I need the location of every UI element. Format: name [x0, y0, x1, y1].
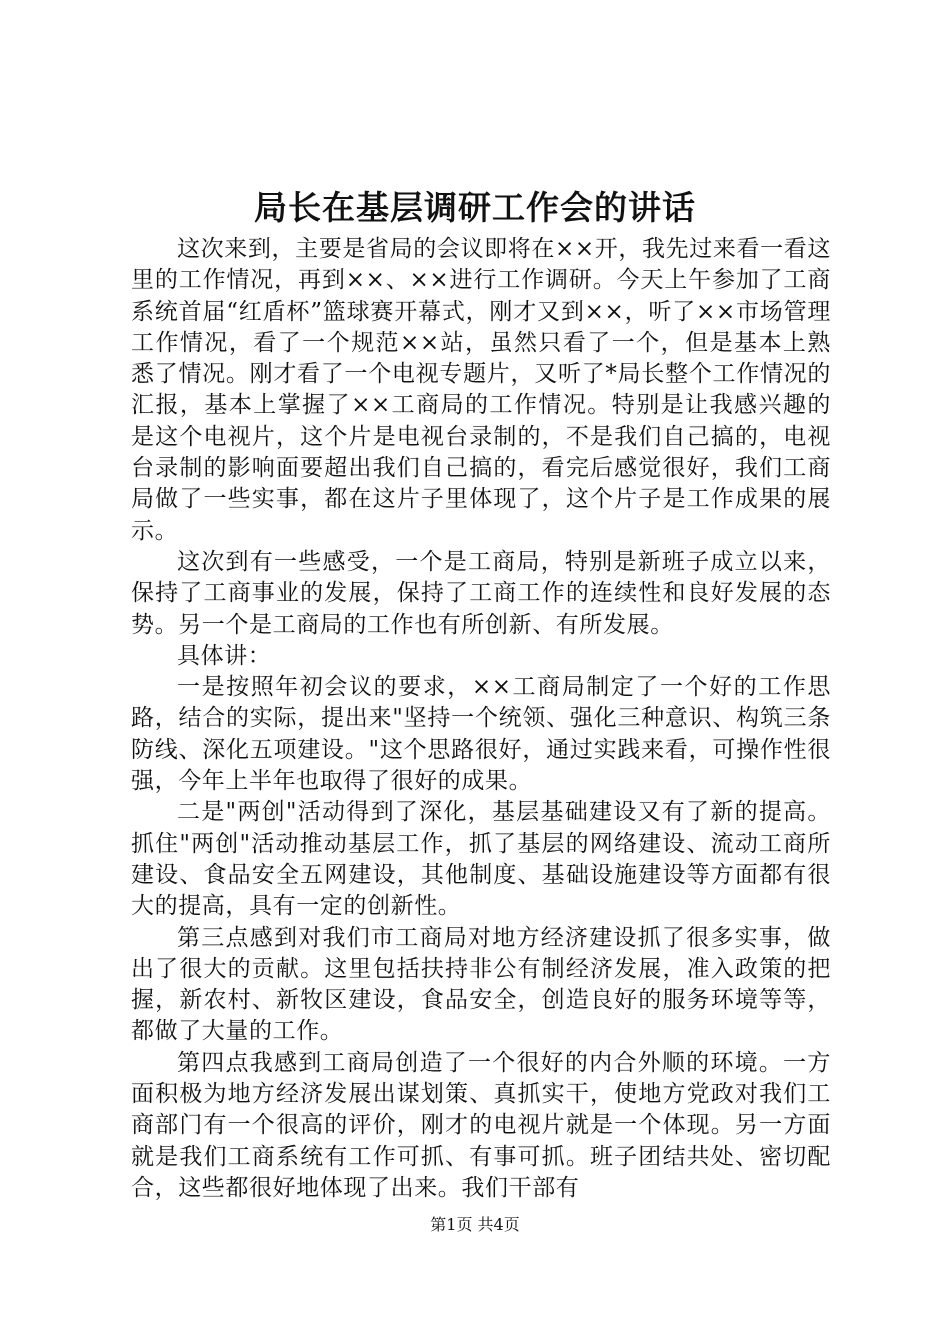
- paragraph-7: 第四点我感到工商局创造了一个很好的内合外顺的环境。一方面积极为地方经济发展出谋划策、真抓实干，使地方党政对我们工商部门有一个很高的评价，刚才的电视片就是一个体现。另一方面就是我们工商系统有工作可抓、有事可抓。班子团结共处、密切配合，这些都很好地体现了出来。我们干部有: [131, 1049, 831, 1201]
- document-body: [131, 234, 831, 1204]
- page-number-footer: 第1页 共4页: [430, 1215, 520, 1234]
- document-title: 局长在基层调研工作会的讲话: [254, 188, 696, 227]
- paragraph-2: 这次到有一些感受，一个是工商局，特别是新班子成立以来，保持了工商事业的发展，保持了工商工作的连续性和良好发展的态势。另一个是工商局的工作也有所创新、有所发展。: [131, 548, 831, 638]
- paragraph-1: 这次来到，主要是省局的会议即将在××开，我先过来看一看这里的工作情况，再到××、××进行工作调研。今天上午参加了工商系统首届“红盾杯”篮球赛开幕式，刚才又到××，听了××市场管理工作情况，看了一个规范××站，虽然只看了一个，但是基本上熟悉了情况。刚才看了一个电视专题片，又听了*局长整个工作情况的汇报，基本上掌握了××工商局的工作情况。特别是让我感兴趣的是这个电视片，这个片是电视台录制的，不是我们自己搞的，电视台录制的影响面要超出我们自己搞的，看完后感觉很好，我们工商局做了一些实事，都在这片子里体现了，这个片子是工作成果的展示。: [131, 236, 831, 544]
- paragraph-4: 一是按照年初会议的要求，××工商局制定了一个好的工作思路，结合的实际，提出来"坚持一个统领、强化三种意识、构筑三条防线、深化五项建设。"这个思路很好，通过实践来看，可操作性很强，今年上半年也取得了很好的成果。: [131, 674, 831, 795]
- paragraph-3: 具体讲：: [177, 642, 272, 669]
- paragraph-5: 二是"两创"活动得到了深化，基层基础建设又有了新的提高。抓住"两创"活动推动基层工作，抓了基层的网络建设、流动工商所建设、食品安全五网建设，其他制度、基础设施建设等方面都有很大的提高，具有一定的创新性。: [131, 799, 831, 920]
- paragraph-6: 第三点感到对我们市工商局对地方经济建设抓了很多实事，做出了很大的贡献。这里包括扶持非公有制经济发展，准入政策的把握，新农村、新牧区建设，食品安全，创造良好的服务环境等等，都做了大量的工作。: [131, 924, 831, 1045]
